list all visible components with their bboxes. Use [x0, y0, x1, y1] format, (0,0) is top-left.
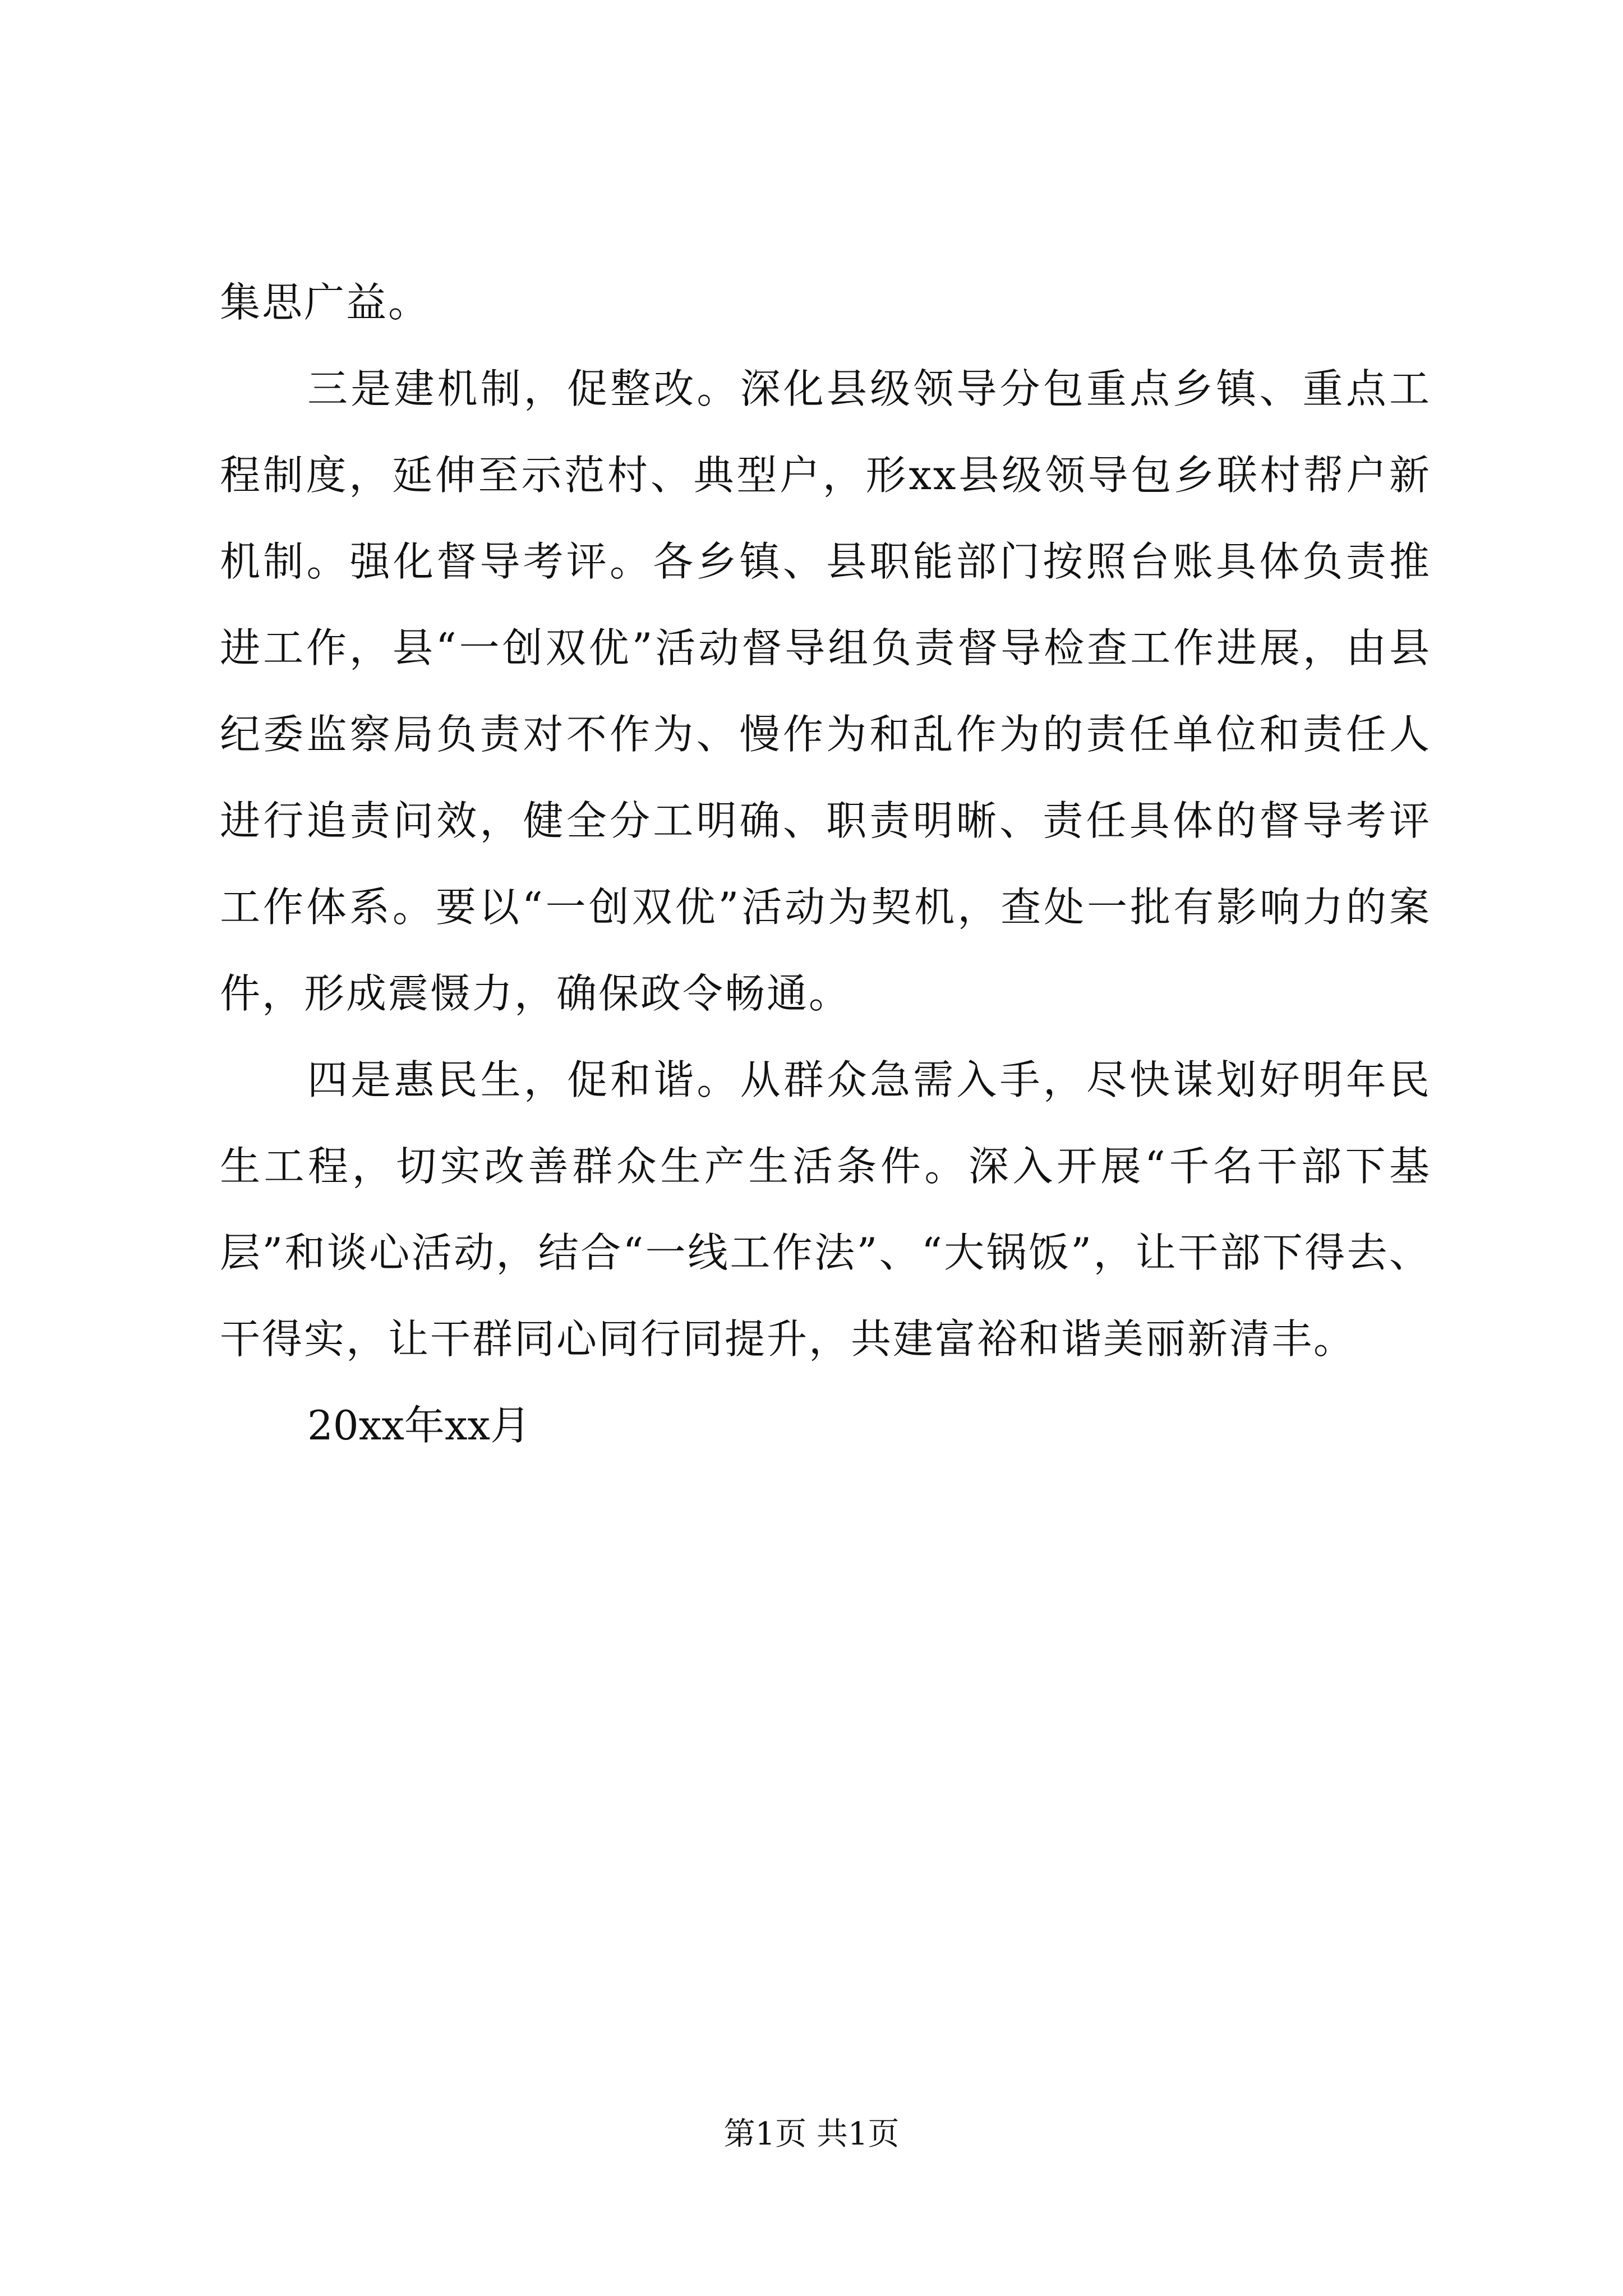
- paragraph-livelihood: 四是惠民生，促和谐。从群众急需入手，尽快谋划好明年民生工程，切实改善群众生产生活条件。深入开展“千名干部下基层”和谈心活动，结合“一线工作法”、“大锅饭”，让干部下得去、干得实，让干群同心同行同提升，共建富裕和谐美丽新清丰。: [220, 1056, 1431, 1363]
- paragraph-mechanism: 三是建机制，促整改。深化县级领导分包重点乡镇、重点工程制度，延伸至示范村、典型户，形xx县级领导包乡联村帮户新机制。强化督导考评。各乡镇、县职能部门按照台账具体负责推进工作，县“一创双优”活动督导组负责督导检查工作进展，由县纪委监察局负责对不作为、慢作为和乱作为的责任单位和责任人进行追责问效，健全分工明确、职责明晰、责任具体的督导考评工作体系。要以“一创双优”活动为契机，查处一批有影响力的案件，形成震慑力，确保政令畅通。: [220, 365, 1431, 1017]
- document-body: [220, 259, 1431, 1469]
- paragraph-continuation: 集思广益。: [220, 279, 431, 326]
- page-footer: 第1页 共1页: [723, 2116, 900, 2152]
- document-date: 20xx年xx月: [307, 1402, 531, 1449]
